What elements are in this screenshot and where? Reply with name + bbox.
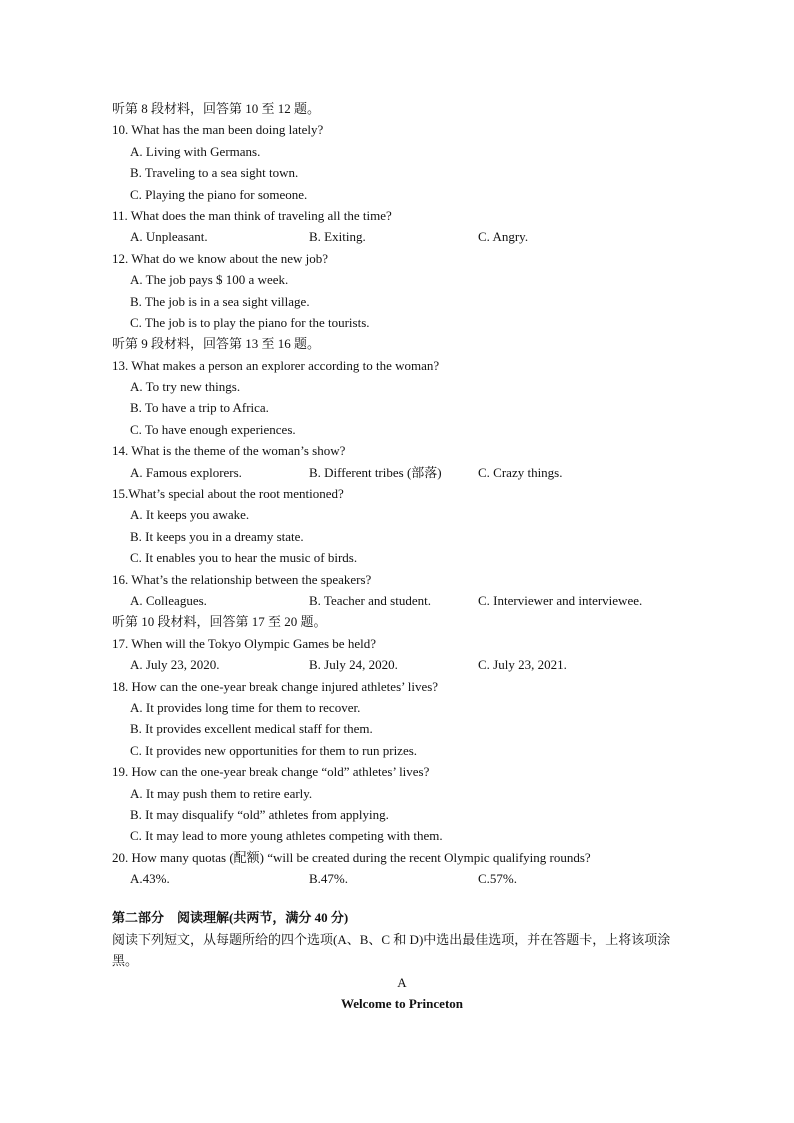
listening-section	[112, 333, 692, 611]
question-block	[112, 483, 692, 569]
option: A. Famous explorers.	[130, 464, 242, 480]
option: B. It may disqualify “old” athletes from applying.	[130, 806, 389, 822]
option: B. Traveling to a sea sight town.	[130, 165, 299, 181]
option: C. July 23, 2021.	[478, 657, 567, 673]
option: A. Unpleasant.	[130, 229, 208, 245]
option: B. Different tribes (部落)	[309, 464, 442, 480]
option: B. It keeps you in a dreamy state.	[130, 528, 304, 544]
question-block	[112, 633, 692, 676]
question-stem: 18. How can the one-year break change injured athletes’ lives?	[112, 678, 439, 694]
option: A. July 23, 2020.	[130, 657, 220, 673]
option: A. Colleagues.	[130, 592, 207, 608]
option: A. To try new things.	[130, 379, 241, 395]
option: C. Crazy things.	[478, 464, 563, 480]
question-block	[112, 761, 692, 847]
option: C. To have enough experiences.	[130, 421, 296, 437]
question-stem: 19. How can the one-year break change “old” athletes’ lives?	[112, 764, 430, 780]
options-row	[112, 590, 692, 611]
section-header: 听第 10 段材料，回答第 17 至 20 题。	[112, 614, 327, 630]
option: C.57%.	[478, 871, 517, 887]
question-block	[112, 119, 692, 205]
option: B. Teacher and student.	[309, 592, 431, 608]
option: C. Playing the piano for someone.	[130, 186, 308, 202]
options-row	[112, 868, 692, 889]
question-stem: 15.What’s special about the root mentioned?	[112, 486, 344, 502]
option: A. The job pays $ 100 a week.	[130, 272, 289, 288]
question-block	[112, 205, 692, 248]
passage-letter: A	[397, 974, 407, 990]
option: B. The job is in a sea sight village.	[130, 293, 310, 309]
option: A. It keeps you awake.	[130, 507, 250, 523]
question-stem: 17. When will the Tokyo Olympic Games be held?	[112, 635, 376, 651]
option: A. Living with Germans.	[130, 143, 261, 159]
part-instruction: 阅读下列短文，从每题所给的四个选项(A、B、C 和 D)中选出最佳选项，并在答题卡，上将该项涂黑。	[112, 931, 671, 969]
question-block	[112, 847, 692, 890]
option: B. It provides excellent medical staff for them.	[130, 721, 373, 737]
question-stem: 20. How many quotas (配额) “will be created during the recent Olympic qualifying rounds?	[112, 849, 591, 865]
options-row	[112, 462, 692, 483]
page-content	[112, 98, 692, 1014]
option: C. It provides new opportunities for them to run prizes.	[130, 742, 418, 758]
option: C. The job is to play the piano for the tourists.	[130, 314, 370, 330]
question-stem: 11. What does the man think of traveling all the time?	[112, 207, 392, 223]
question-block	[112, 676, 692, 762]
question-stem: 13. What makes a person an explorer according to the woman?	[112, 357, 440, 373]
question-stem: 16. What’s the relationship between the speakers?	[112, 571, 372, 587]
option: B. July 24, 2020.	[309, 657, 398, 673]
question-block	[112, 355, 692, 441]
question-stem: 10. What has the man been doing lately?	[112, 122, 324, 138]
option: C. Interviewer and interviewee.	[478, 592, 643, 608]
options-row	[112, 654, 692, 675]
question-stem: 12. What do we know about the new job?	[112, 250, 329, 266]
option: B. Exiting.	[309, 229, 366, 245]
option: C. It may lead to more young athletes competing with them.	[130, 828, 443, 844]
option: A. It may push them to retire early.	[130, 785, 313, 801]
option: C. Angry.	[478, 229, 529, 245]
passage-title: Welcome to Princeton	[340, 996, 463, 1012]
question-block	[112, 248, 692, 334]
option: A. It provides long time for them to recover.	[130, 699, 361, 715]
options-row	[112, 226, 692, 247]
question-block	[112, 569, 692, 612]
option: B. To have a trip to Africa.	[130, 400, 269, 416]
option: B.47%.	[309, 871, 348, 887]
section-header: 听第 9 段材料，回答第 13 至 16 题。	[112, 336, 321, 352]
part-title: 第二部分 阅读理解(共两节，满分 40 分)	[112, 910, 349, 926]
listening-section	[112, 611, 692, 889]
option: C. It enables you to hear the music of birds.	[130, 550, 358, 566]
spacer	[112, 889, 692, 907]
listening-section	[112, 98, 692, 333]
question-block	[112, 440, 692, 483]
section-header: 听第 8 段材料，回答第 10 至 12 题。	[112, 101, 321, 116]
option: A.43%.	[130, 871, 170, 887]
question-stem: 14. What is the theme of the woman’s show?	[112, 443, 346, 459]
